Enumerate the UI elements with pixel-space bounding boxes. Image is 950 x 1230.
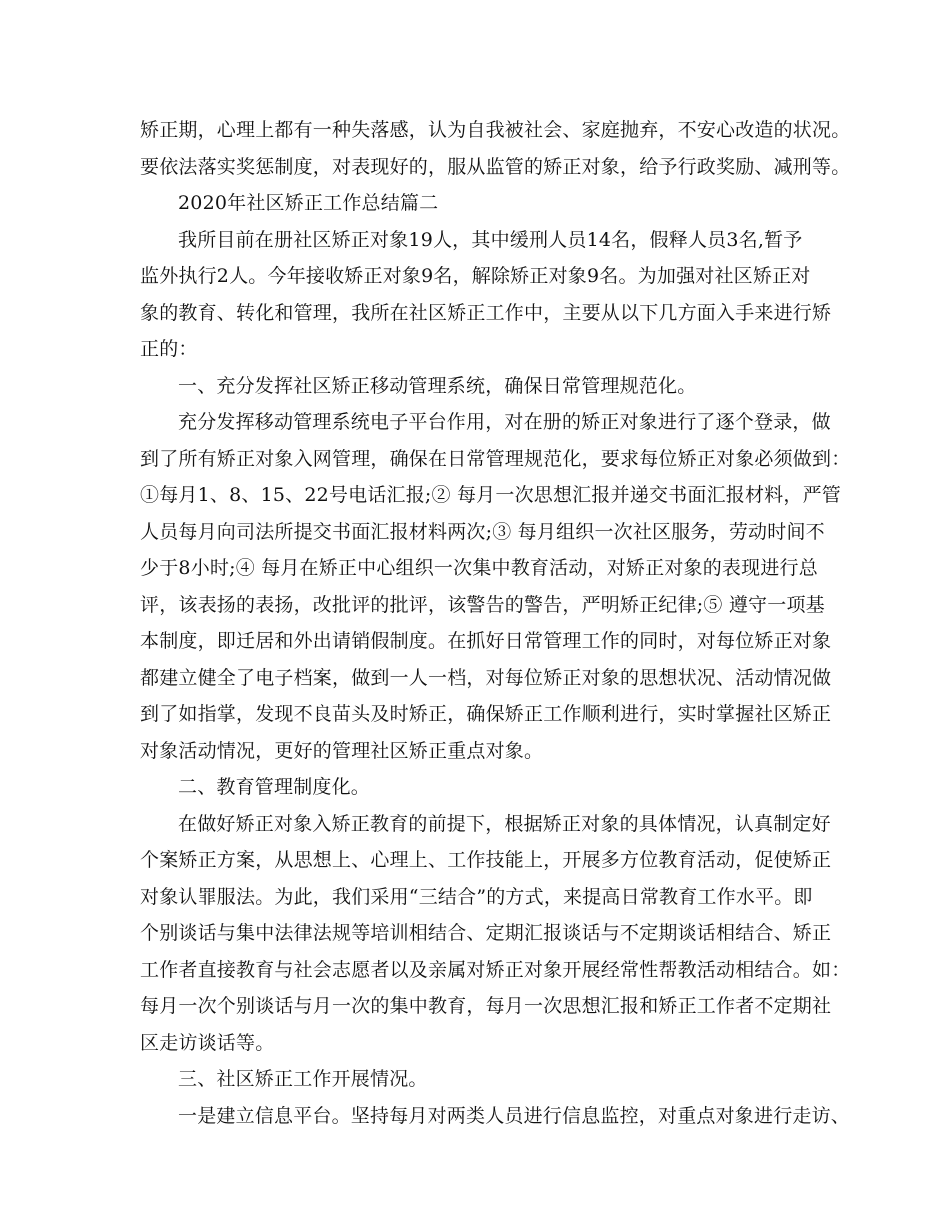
text-line: 到了所有矫正对象入网管理，确保在日常管理规范化，要求每位矫正对象必须做到： — [140, 447, 851, 470]
text-line: 二、教育管理制度化。 — [178, 776, 371, 798]
text-line: 充分发挥移动管理系统电子平台作用，对在册的矫正对象进行了逐个登录，做 — [178, 411, 831, 433]
text-line: 一、充分发挥社区矫正移动管理系统，确保日常管理规范化。 — [178, 374, 697, 397]
text-line: 2020年社区矫正工作总结篇二 — [178, 192, 439, 214]
text-line: 矫正期，心理上都有一种失落感，认为自我被社会、家庭抛弃，不安心改造的状况。 — [140, 119, 851, 141]
text-line: 对象认罪服法。为此，我们采用“三结合”的方式，来提高日常教育工作水平。即 — [140, 885, 813, 908]
text-line: 要依法落实奖惩制度，对表现好的，服从监管的矫正对象，给予行政奖励、减刑等。 — [140, 155, 851, 178]
text-line: 工作者直接教育与社会志愿者以及亲属对矫正对象开展经常性帮教活动相结合。如： — [140, 958, 851, 981]
text-line: 本制度，即迁居和外出请销假制度。在抓好日常管理工作的同时，对每位矫正对象 — [140, 630, 832, 652]
text-line: 个案矫正方案，从思想上、心理上、工作技能上，开展多方位教育活动，促使矫正 — [140, 849, 832, 871]
text-line: 在做好矫正对象入矫正教育的前提下，根据矫正对象的具体情况，认真制定好 — [178, 812, 831, 835]
text-line: 个别谈话与集中法律法规等培训相结合、定期汇报谈话与不定期谈话相结合、矫正 — [140, 922, 832, 944]
text-line: 对象活动情况，更好的管理社区矫正重点对象。 — [140, 739, 544, 762]
text-line: 一是建立信息平台。坚持每月对两类人员进行信息监控，对重点对象进行走访、 — [178, 1104, 851, 1127]
text-line: 我所目前在册社区矫正对象19人，其中缓刑人员14名，假释人员3名,暂予 — [178, 228, 803, 251]
text-line: 正的： — [140, 338, 198, 360]
text-line: 区走访谈话等。 — [140, 1031, 275, 1054]
text-line: 少于8小时;④ 每月在矫正中心组织一次集中教育活动，对矫正对象的表现进行总 — [140, 557, 818, 579]
text-line: 每月一次个别谈话与月一次的集中教育，每月一次思想汇报和矫正工作者不定期社 — [140, 995, 832, 1017]
text-line: 到了如指掌，发现不良苗头及时矫正，确保矫正工作顺利进行，实时掌握社区矫正 — [140, 703, 832, 725]
text-line: 人员每月向司法所提交书面汇报材料两次;③ 每月组织一次社区服务，劳动时间不 — [140, 520, 825, 543]
text-line: ①每月1、8、15、22号电话汇报;② 每月一次思想汇报并递交书面汇报材料，严管 — [140, 484, 841, 506]
text-line: 监外执行2人。今年接收矫正对象9名，解除矫正对象9名。为加强对社区矫正对 — [140, 265, 811, 287]
text-line: 评，该表扬的表扬，改批评的批评，该警告的警告，严明矫正纪律;⑤ 遵守一项基 — [140, 593, 825, 616]
text-line: 三、社区矫正工作开展情况。 — [178, 1068, 428, 1090]
document-body — [140, 112, 851, 1134]
text-line: 都建立健全了电子档案，做到一人一档，对每位矫正对象的思想状况、活动情况做 — [140, 666, 832, 689]
text-line: 象的教育、转化和管理，我所在社区矫正工作中，主要从以下几方面入手来进行矫 — [140, 301, 832, 324]
